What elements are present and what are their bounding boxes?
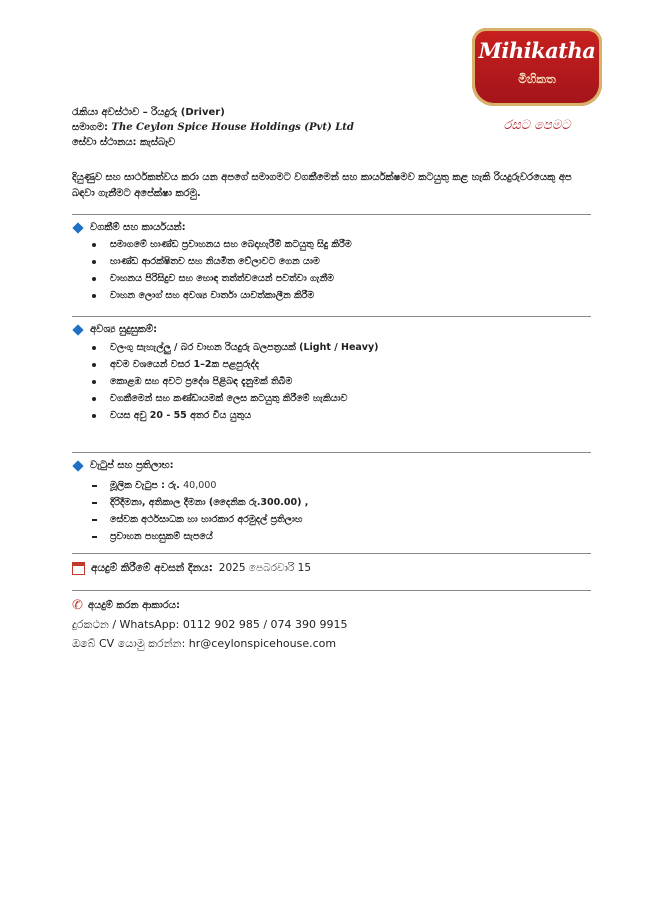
list-item (110, 494, 308, 511)
contact-heading (72, 598, 180, 613)
company-logo (472, 28, 602, 138)
logo-tagline: රසට පෙමට (503, 118, 571, 133)
deadline-line (72, 562, 311, 575)
benefits-title: වැටුප් සහ ප්‍රතිලාභ: (90, 460, 174, 471)
responsibilities-heading (72, 222, 186, 233)
list-item: වගකීමෙන් සහ කණ්ඩායමක් ලෙස කටයුතු කිරීමේ හැකියාව (110, 390, 379, 407)
qualifications-list (110, 339, 379, 424)
email-link[interactable]: hr@ceylonspicehouse.com (188, 637, 337, 650)
divider (72, 590, 591, 591)
benefit-label: දිරිදීමනා, අතිකාල දීමනා (දෛනික රු.300.00) , (110, 497, 309, 508)
phone-numbers[interactable]: 0112 902 985 / 074 390 9915 (182, 618, 348, 631)
list-item: අවම වශයෙන් වසර 1–2ක පළපුරුද්ද (110, 356, 379, 373)
list-item: වාහනය පිරිසිදුව සහ හොඳ තත්ත්වයෙන් පවත්වා ගැනීම (110, 270, 352, 287)
diamond-icon (72, 222, 83, 233)
phone-line (72, 618, 348, 632)
list-item: කොළඹ සහ අවට ප්‍රදේශ පිළිබඳ දැනුමක් තිබීම (110, 373, 379, 390)
divider (72, 553, 591, 554)
location-line: සේවා ස්ථානය: කැස්බෑව (72, 137, 176, 148)
company-label: සමාගම: (72, 122, 112, 133)
email-line (72, 637, 336, 651)
list-item: වලංගු සැහැල්ලු / බර වාහන රියදුරු බලපත්‍රයක් (Light / Heavy) (110, 339, 379, 356)
qualifications-heading (72, 324, 157, 335)
deadline-label: අයදුම් කිරීමේ අවසන් දිනය: (91, 562, 213, 574)
email-label: ඔබේ CV යොමු කරන්න: (72, 637, 189, 650)
list-item (110, 477, 308, 494)
list-item: වයස අවු 20 - 55 අතර විය යුතුය (110, 407, 379, 424)
list-item: භාණ්ඩ ආරක්ෂිතව සහ නියමිත වේලාවට ගෙන යාම (110, 253, 352, 270)
list-item (110, 511, 308, 528)
deadline-value: 2025 පෙබරවාරි 15 (218, 562, 312, 574)
position-line: රැකියා අවස්ථාව – රියදුරු (Driver) (72, 107, 225, 118)
phone-icon: ✆ (72, 598, 83, 613)
logo-title: Mihikatha (478, 38, 596, 63)
divider (72, 316, 591, 317)
responsibilities-list (110, 236, 352, 304)
diamond-icon (72, 460, 83, 471)
divider (72, 214, 591, 215)
contact-title: අයදුම් කරන ආකාරය: (87, 600, 180, 611)
company-name: The Ceylon Spice House Holdings (Pvt) Ltd (111, 122, 354, 133)
diamond-icon (72, 324, 83, 335)
list-item: සමාගමේ භාණ්ඩ ප්‍රවාහනය සහ බෙදාහැරීම් කටයුතු සිදු කිරීම (110, 236, 352, 253)
list-item (110, 528, 308, 545)
intro-paragraph: දියුණුව සහ සාර්ථකත්වය කරා යන අපගේ සමාගමට වගකීමෙන් සහ කාර්යක්ෂමව කටයුතු කළ හැකි රියදුරුවරයෙකු අප බඳවා ගැනීමට අපේක්ෂා කරමු. (72, 172, 572, 199)
divider (72, 452, 591, 453)
qualifications-title: අවශ්‍ය සුදුසුකම්: (90, 324, 158, 335)
responsibilities-title: වගකීම් සහ කාර්යයන්: (90, 222, 186, 233)
benefit-label: ප්‍රවාහන පහසුකම් සැපයේ (110, 531, 213, 542)
company-line (72, 121, 354, 135)
list-item: වාහන ලොග් සහ අවශ්‍ය වාර්තා යාවත්කාලීන කිරීම (110, 287, 352, 304)
benefit-label: සේවක අර්ථසාධක හා භාරකාර අරමුදල් ප්‍රතිලාභ (110, 514, 303, 525)
calendar-icon (72, 562, 85, 575)
logo-subtitle: මිහිකත (518, 72, 556, 86)
benefit-label: මූලික වැටුප : රු. (110, 480, 184, 491)
benefits-heading (72, 460, 174, 471)
phone-label: දුරකථන / WhatsApp: (72, 618, 183, 631)
benefit-value: 40,000 (183, 480, 217, 491)
benefits-list (110, 477, 308, 545)
